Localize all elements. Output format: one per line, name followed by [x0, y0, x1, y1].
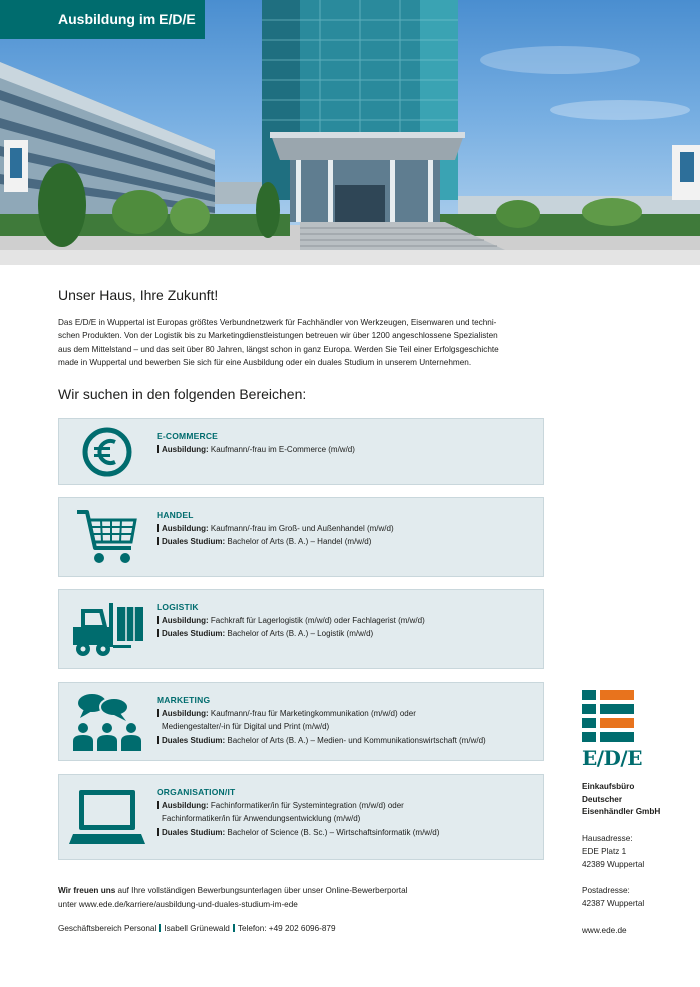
logo-wordmark: E/D/E [582, 746, 642, 770]
euro-icon [69, 419, 145, 484]
department: Geschäftsbereich Personal [58, 924, 157, 933]
card-line: Mediengestalter/-in für Digital und Print (m/w/d) [162, 722, 330, 732]
intro-line: schen Produkten. Von der Logistik bis zu Marketingdienstleistungen betreuen wir über 1200 angeschlossene Spezialisten [58, 331, 498, 341]
card-category: MARKETING [157, 695, 211, 705]
card-line: Ausbildung: Kaufmann/-frau im Groß- und Außenhandel (m/w/d) [157, 522, 535, 535]
apply-bold: Wir freuen uns [58, 886, 116, 895]
job-card-ecommerce [58, 418, 544, 485]
card-category: E-COMMERCE [157, 431, 219, 441]
card-line: Ausbildung: Kaufmann/-frau für Marketingkommunikation (m/w/d) oder [157, 707, 535, 720]
contact-person: Isabell Grünewald [164, 924, 230, 933]
intro-paragraph [58, 316, 548, 370]
apply-text: auf Ihre vollständigen Bewerbungsunterlagen über unser Online-Bewerberportal [115, 886, 408, 895]
application-note [58, 884, 407, 912]
job-card-organisation-it [58, 774, 544, 860]
card-line: Ausbildung: Fachkraft für Lagerlogistik (m/w/d) oder Fachlagerist (m/w/d) [157, 614, 535, 627]
postal-address: Postadresse: 42387 Wuppertal [582, 886, 645, 908]
shopping-cart-icon [69, 498, 145, 576]
career-portal-link[interactable]: unter www.ede.de/karriere/ausbildung-und-duales-studium-im-ede [58, 900, 298, 909]
card-category: HANDEL [157, 510, 194, 520]
card-line: Duales Studium: Bachelor of Arts (B. A.) – Logistik (m/w/d) [157, 627, 535, 640]
job-card-handel [58, 497, 544, 577]
card-line: Duales Studium: Bachelor of Science (B. Sc.) – Wirtschaftsinformatik (m/w/d) [157, 826, 535, 839]
job-card-marketing [58, 682, 544, 761]
website-link[interactable]: www.ede.de [582, 926, 627, 935]
forklift-icon [69, 590, 145, 668]
card-line: Ausbildung: Kaufmann/-frau im E-Commerce (m/w/d) [157, 443, 535, 456]
card-category: LOGISTIK [157, 602, 199, 612]
section-title: Wir suchen in den folgenden Bereichen: [58, 386, 307, 402]
intro-line: Das E/D/E in Wuppertal ist Europas größtes Verbundnetzwerk für Fachhändler von Werkzeugen, Eisenwaren und techni- [58, 318, 497, 327]
card-line: Fachinformatiker/in für Anwendungsentwicklung (m/w/d) [162, 814, 361, 824]
card-line: Duales Studium: Bachelor of Arts (B. A.) – Handel (m/w/d) [157, 535, 535, 548]
people-speech-icon [69, 683, 145, 760]
card-line: Ausbildung: Fachinformatiker/in für Systemintegration (m/w/d) oder [157, 799, 535, 812]
home-address: Hausadresse: EDE Platz 1 42389 Wuppertal [582, 834, 645, 869]
section-tag: Ausbildung im E/D/E [0, 0, 205, 39]
company-name: Einkaufsbüro Deutscher Eisenhändler GmbH [582, 782, 661, 816]
contact-phone[interactable]: Telefon: +49 202 6096-879 [237, 924, 336, 933]
card-category: ORGANISATION/IT [157, 787, 236, 797]
intro-title: Unser Haus, Ihre Zukunft! [58, 287, 219, 303]
intro-line: made in Wuppertal und bewerben Sie sich für eine Ausbildung oder ein duales Studium in unserem Unternehmen. [58, 358, 472, 368]
laptop-icon [69, 775, 145, 859]
hero-photo [0, 0, 700, 265]
card-line: Duales Studium: Bachelor of Arts (B. A.) – Medien- und Kommunikationswirtschaft (m/w/d) [157, 734, 535, 747]
ede-logo-icon [582, 690, 636, 747]
intro-line: aus dem Mittelstand – und das seit über 80 Jahren, längst schon in ganz Europa. Werden Sie Teil einer Erfolgsgeschichte [58, 344, 499, 354]
job-card-logistik [58, 589, 544, 669]
headquarters-illustration [0, 0, 700, 265]
contact-line [58, 924, 336, 933]
